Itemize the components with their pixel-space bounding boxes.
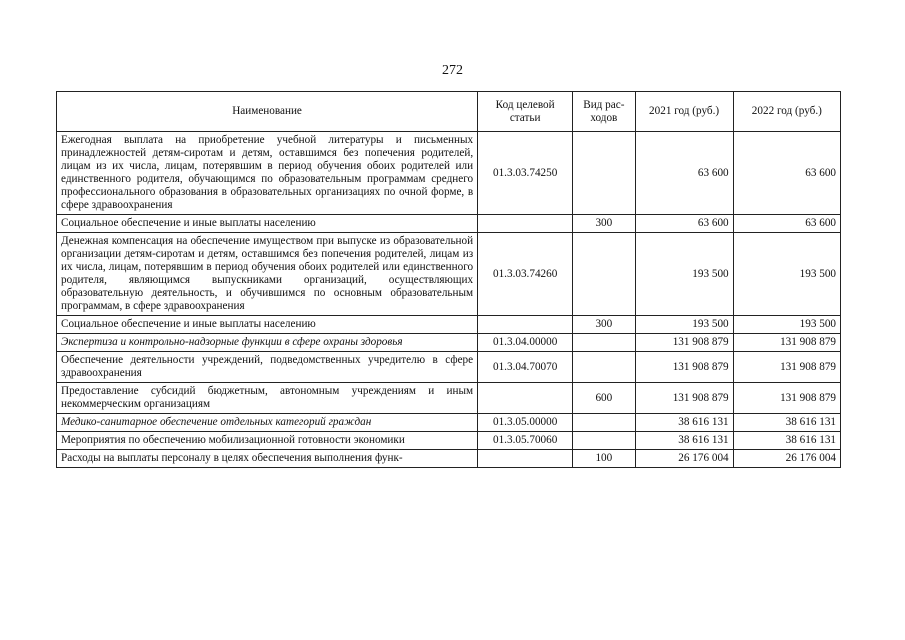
row-type: 600 [573, 383, 635, 414]
row-name: Предоставление субсидий бюджетным, автономным учреждениям и иным некоммерческим организациям [57, 383, 478, 414]
row-2021: 63 600 [635, 215, 733, 233]
header-2022: 2022 год (руб.) [733, 92, 840, 132]
row-2022: 193 500 [733, 316, 840, 334]
row-type [573, 233, 635, 316]
row-name: Медико-санитарное обеспечение отдельных категорий граждан [57, 414, 478, 432]
header-2021: 2021 год (руб.) [635, 92, 733, 132]
row-name: Экспертиза и контрольно-надзорные функции в сфере охраны здоровья [57, 334, 478, 352]
table-header-row [57, 92, 841, 132]
row-2022: 193 500 [733, 233, 840, 316]
row-code [478, 383, 573, 414]
header-type: Вид рас-ходов [573, 92, 635, 132]
row-2022: 63 600 [733, 132, 840, 215]
budget-table [56, 91, 841, 468]
row-2021: 193 500 [635, 233, 733, 316]
row-2021: 131 908 879 [635, 334, 733, 352]
row-name: Социальное обеспечение и иные выплаты населению [57, 316, 478, 334]
row-2022: 38 616 131 [733, 432, 840, 450]
row-name: Мероприятия по обеспечению мобилизационной готовности экономики [57, 432, 478, 450]
row-type: 300 [573, 215, 635, 233]
row-type [573, 352, 635, 383]
row-2022: 131 908 879 [733, 334, 840, 352]
row-2021: 63 600 [635, 132, 733, 215]
table-row [57, 414, 841, 432]
row-name: Ежегодная выплата на приобретение учебной литературы и письменных принадлежностей детям-сиротам и детям, оставшимся без попечения родителей, лицам из их числа, лицам, потерявшим в период обучения обоих родителей или единственного родителя, обучающимся по образовательным программам среднего профессионального образования в образовательных организациях по очной форме, в сфере здравоохранения [57, 132, 478, 215]
row-2022: 131 908 879 [733, 383, 840, 414]
row-code: 01.3.05.70060 [478, 432, 573, 450]
table-row [57, 450, 841, 468]
row-2021: 131 908 879 [635, 352, 733, 383]
row-type [573, 432, 635, 450]
row-2021: 26 176 004 [635, 450, 733, 468]
row-2022: 63 600 [733, 215, 840, 233]
row-2021: 131 908 879 [635, 383, 733, 414]
table-row [57, 233, 841, 316]
row-2021: 38 616 131 [635, 432, 733, 450]
row-name: Расходы на выплаты персоналу в целях обеспечения выполнения функ- [57, 450, 478, 468]
row-name: Социальное обеспечение и иные выплаты населению [57, 215, 478, 233]
table-row [57, 334, 841, 352]
row-2022: 38 616 131 [733, 414, 840, 432]
table-row [57, 383, 841, 414]
row-type: 100 [573, 450, 635, 468]
row-code [478, 215, 573, 233]
row-code [478, 450, 573, 468]
row-type [573, 414, 635, 432]
row-2022: 131 908 879 [733, 352, 840, 383]
row-name: Обеспечение деятельности учреждений, подведомственных учредителю в сфере здравоохранения [57, 352, 478, 383]
header-code: Код целевой статьи [478, 92, 573, 132]
row-type: 300 [573, 316, 635, 334]
row-code: 01.3.04.70070 [478, 352, 573, 383]
row-code: 01.3.03.74250 [478, 132, 573, 215]
table-row [57, 215, 841, 233]
row-code: 01.3.04.00000 [478, 334, 573, 352]
table-row [57, 352, 841, 383]
page-number: 272 [442, 63, 463, 78]
row-2021: 38 616 131 [635, 414, 733, 432]
row-type [573, 334, 635, 352]
row-name: Денежная компенсация на обеспечение имуществом при выпуске из образовательной организации детям-сиротам и детям, оставшимся без попечения родителей, лицам из их числа, лицам, потерявшим в период обучения обоих родителей или единственного родителя, являющимся выпускниками организаций, осуществляющих образовательную деятельность, и обучившимся по основным образовательным программам, в сфере здравоохранения [57, 233, 478, 316]
row-code: 01.3.03.74260 [478, 233, 573, 316]
header-name: Наименование [57, 92, 478, 132]
row-code [478, 316, 573, 334]
table-row [57, 432, 841, 450]
row-type [573, 132, 635, 215]
row-2022: 26 176 004 [733, 450, 840, 468]
row-code: 01.3.05.00000 [478, 414, 573, 432]
table-row [57, 316, 841, 334]
table-row [57, 132, 841, 215]
row-2021: 193 500 [635, 316, 733, 334]
